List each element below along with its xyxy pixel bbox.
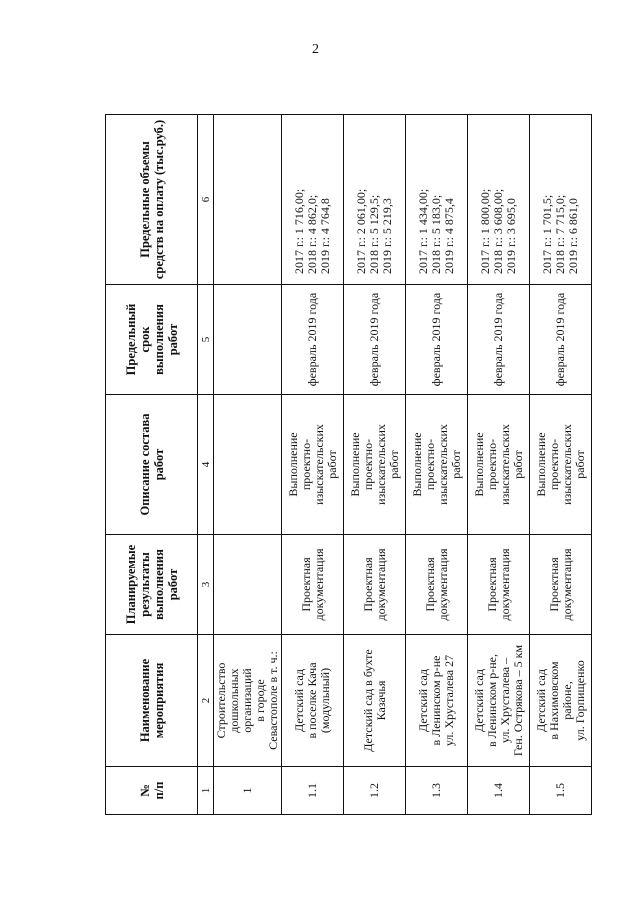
row-number: 1.4 [468, 767, 530, 815]
row-event-name: Детский сад в поселке Кача (модульный) [282, 635, 344, 767]
row-work-description: Выполнение проектно- изыскательских работ [344, 395, 406, 535]
row-deadline: февраль 2019 года [406, 285, 468, 395]
page-number: 2 [312, 42, 319, 57]
column-number: 5 [198, 285, 214, 395]
row-funding-volumes: 2017 г.: 1 701,5; 2018 г.: 7 715,0; 2019 г.: 6 861,0 [530, 115, 592, 285]
column-number: 6 [198, 115, 214, 285]
header-deadline: Предельный срок выполнения работ [106, 285, 198, 395]
row-deadline: февраль 2019 года [468, 285, 530, 395]
row-number: 1.3 [406, 767, 468, 815]
rotated-table-container [105, 115, 585, 815]
row-event-name: Детский сад в Ленинском р-не ул. Хрусталева 27 [406, 635, 468, 767]
row-funding-volumes: 2017 г.: 1 716,00; 2018 г.: 4 862,0; 2019 г.: 4 764,8 [282, 115, 344, 285]
row-planned-result: Проектная документация [468, 535, 530, 635]
table-row [406, 115, 468, 815]
row-planned-result: Проектная документация [530, 535, 592, 635]
group-name: Строительство дошкольных организаций в городе Севастополе в т. ч.: [214, 635, 282, 767]
table-row [468, 115, 530, 815]
table-row [282, 115, 344, 815]
row-planned-result: Проектная документация [344, 535, 406, 635]
row-number: 1.2 [344, 767, 406, 815]
column-number: 4 [198, 395, 214, 535]
row-event-name: Детский сад в бухте Казачья [344, 635, 406, 767]
header-funding-limits: Предельные объемы средств на оплату (тыс.руб.) [106, 115, 198, 285]
column-number: 3 [198, 535, 214, 635]
row-funding-volumes: 2017 г.: 1 800,00; 2018 г.: 3 608,00; 2019 г.: 3 695,0 [468, 115, 530, 285]
row-deadline: февраль 2019 года [530, 285, 592, 395]
row-event-name: Детский сад в Ленинском р-не, ул. Хрусталева – Ген. Острякова – 5 км [468, 635, 530, 767]
row-work-description: Выполнение проектно- изыскательских работ [406, 395, 468, 535]
column-number: 1 [198, 767, 214, 815]
table-header-row [106, 115, 198, 815]
header-number: № п/п [106, 767, 198, 815]
row-work-description: Выполнение проектно- изыскательских работ [282, 395, 344, 535]
row-event-name: Детский сад в Нахимовском районе, ул. Горпищенко [530, 635, 592, 767]
empty-cell [214, 535, 282, 635]
row-planned-result: Проектная документация [406, 535, 468, 635]
empty-cell [214, 395, 282, 535]
header-event-name: Наименование мероприятия [106, 635, 198, 767]
row-funding-volumes: 2017 г.: 1 434,00; 2018 г.: 5 183,0; 2019 г.: 4 875,4 [406, 115, 468, 285]
column-number: 2 [198, 635, 214, 767]
row-deadline: февраль 2019 года [282, 285, 344, 395]
group-number: 1 [214, 767, 282, 815]
row-work-description: Выполнение проектно- изыскательских работ [468, 395, 530, 535]
row-number: 1.5 [530, 767, 592, 815]
empty-cell [214, 285, 282, 395]
events-table [105, 114, 592, 815]
row-work-description: Выполнение проектно- изыскательских работ [530, 395, 592, 535]
group-row [214, 115, 282, 815]
row-deadline: февраль 2019 года [344, 285, 406, 395]
empty-cell [214, 115, 282, 285]
row-funding-volumes: 2017 г.: 2 061,00; 2018 г.: 5 129,5; 2019 г.: 5 219,3 [344, 115, 406, 285]
header-planned-results: Планируемые результаты выполнения работ [106, 535, 198, 635]
header-work-description: Описание состава работ [106, 395, 198, 535]
row-number: 1.1 [282, 767, 344, 815]
table-row [344, 115, 406, 815]
column-number-row [198, 115, 214, 815]
row-planned-result: Проектная документация [282, 535, 344, 635]
table-row [530, 115, 592, 815]
